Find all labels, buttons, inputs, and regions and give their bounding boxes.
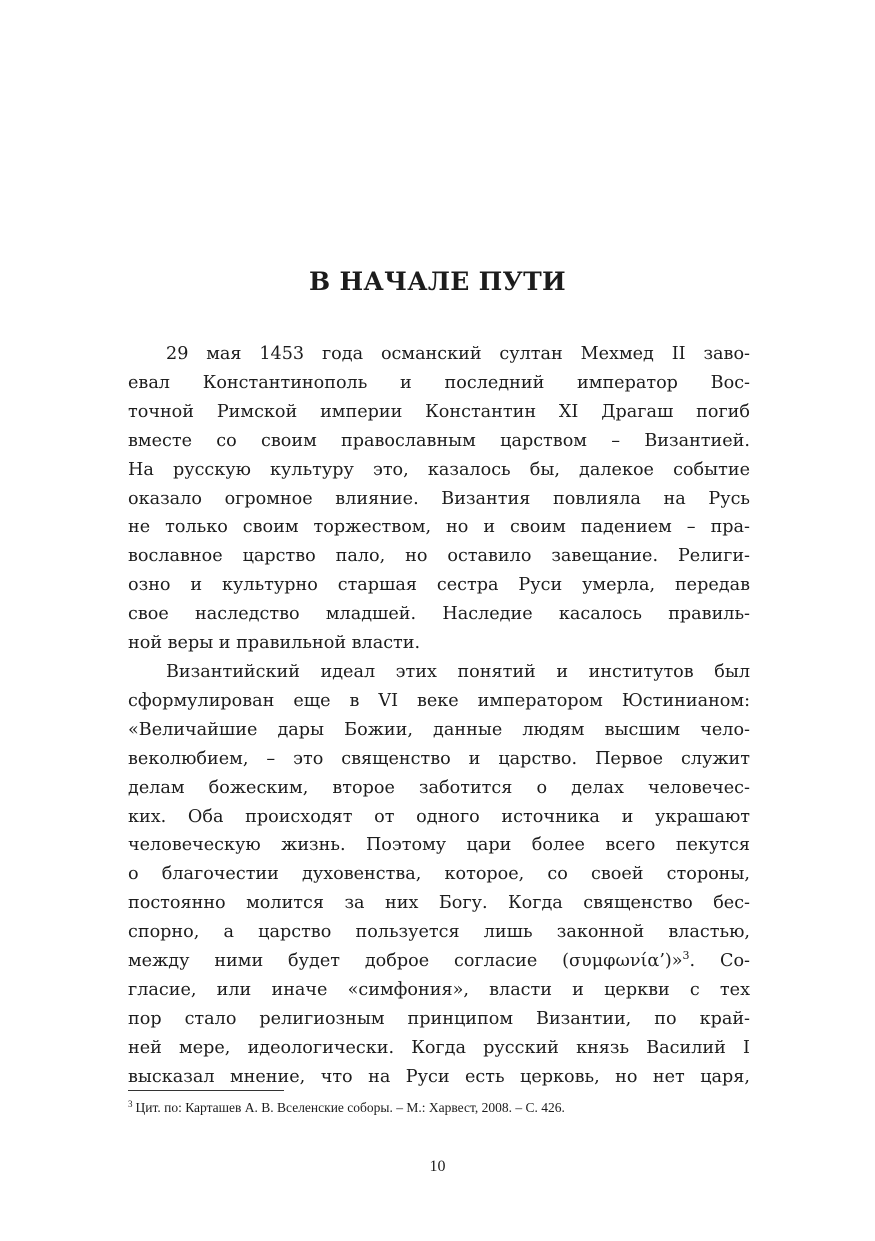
text-segment: между ними будет доброе согласие (συμφωνία’)» [128, 951, 683, 972]
paragraph-2 [128, 658, 750, 1092]
text-line: «Величайшие дары Божии, данные людям высшим чело- [128, 719, 750, 740]
text-line: На русскую культуру это, казалось бы, далекое событие [128, 459, 750, 480]
text-line: сформулирован еще в VI веке императором Юстинианом: [128, 690, 750, 711]
text-line: вославное царство пало, но оставило завещание. Религи- [128, 546, 750, 567]
text-line: постоянно молится за них Богу. Когда священство бес- [128, 893, 750, 914]
footnote-marker: 3 [128, 1098, 133, 1109]
text-line: точной Римской империи Константин XI Драгаш погиб [128, 401, 750, 422]
footnote-reference[interactable]: 3 [682, 949, 690, 963]
text-line: ной веры и правильной власти. [128, 633, 421, 654]
text-line: евал Константинополь и последний император Вос- [128, 372, 750, 393]
text-line: пор стало религиозным принципом Византии, по край- [128, 1008, 750, 1029]
text-line: ких. Оба происходят от одного источника и украшают [128, 806, 750, 827]
text-line: ней мере, идеологически. Когда русский князь Василий I [128, 1037, 750, 1058]
text-line: гласие, или иначе «симфония», власти и церкви с тех [128, 979, 750, 1000]
text-line: вместе со своим православным царством – Византией. [128, 430, 750, 451]
text-line-with-footnote [128, 947, 750, 976]
paragraph-1 [128, 340, 750, 658]
text-line: не только своим торжеством, но и своим падением – пра- [128, 517, 750, 538]
text-line: делам божеским, второе заботится о делах человечес- [128, 777, 750, 798]
body-text [128, 340, 750, 1092]
text-line: веколюбием, – это священство и царство. Первое служит [128, 748, 750, 769]
text-line: человеческую жизнь. Поэтому цари более всего пекутся [128, 835, 750, 856]
text-line: Византийский идеал этих понятий и институтов был [166, 661, 750, 682]
footnote [128, 1100, 565, 1116]
text-line: оказало огромное влияние. Византия повлияла на Русь [128, 488, 750, 509]
footnote-text: Цит. по: Карташев А. В. Вселенские соборы. – М.: Харвест, 2008. – С. 426. [135, 1100, 565, 1115]
text-line: спорно, а царство пользуется лишь законной властью, [128, 922, 750, 943]
footnote-divider [128, 1090, 284, 1091]
text-line: свое наследство младшей. Наследие касалось правиль- [128, 604, 750, 625]
text-line: о благочестии духовенства, которое, со своей стороны, [128, 864, 750, 885]
text-line: 29 мая 1453 года османский султан Мехмед II заво- [166, 344, 750, 364]
text-segment: . Со- [689, 951, 751, 972]
page-number: 10 [429, 1158, 446, 1175]
chapter-title: В НАЧАЛЕ ПУТИ [309, 266, 566, 296]
text-line: высказал мнение, что на Руси есть церковь, но нет царя, [128, 1066, 750, 1087]
text-line: озно и культурно старшая сестра Руси умерла, передав [128, 575, 750, 596]
